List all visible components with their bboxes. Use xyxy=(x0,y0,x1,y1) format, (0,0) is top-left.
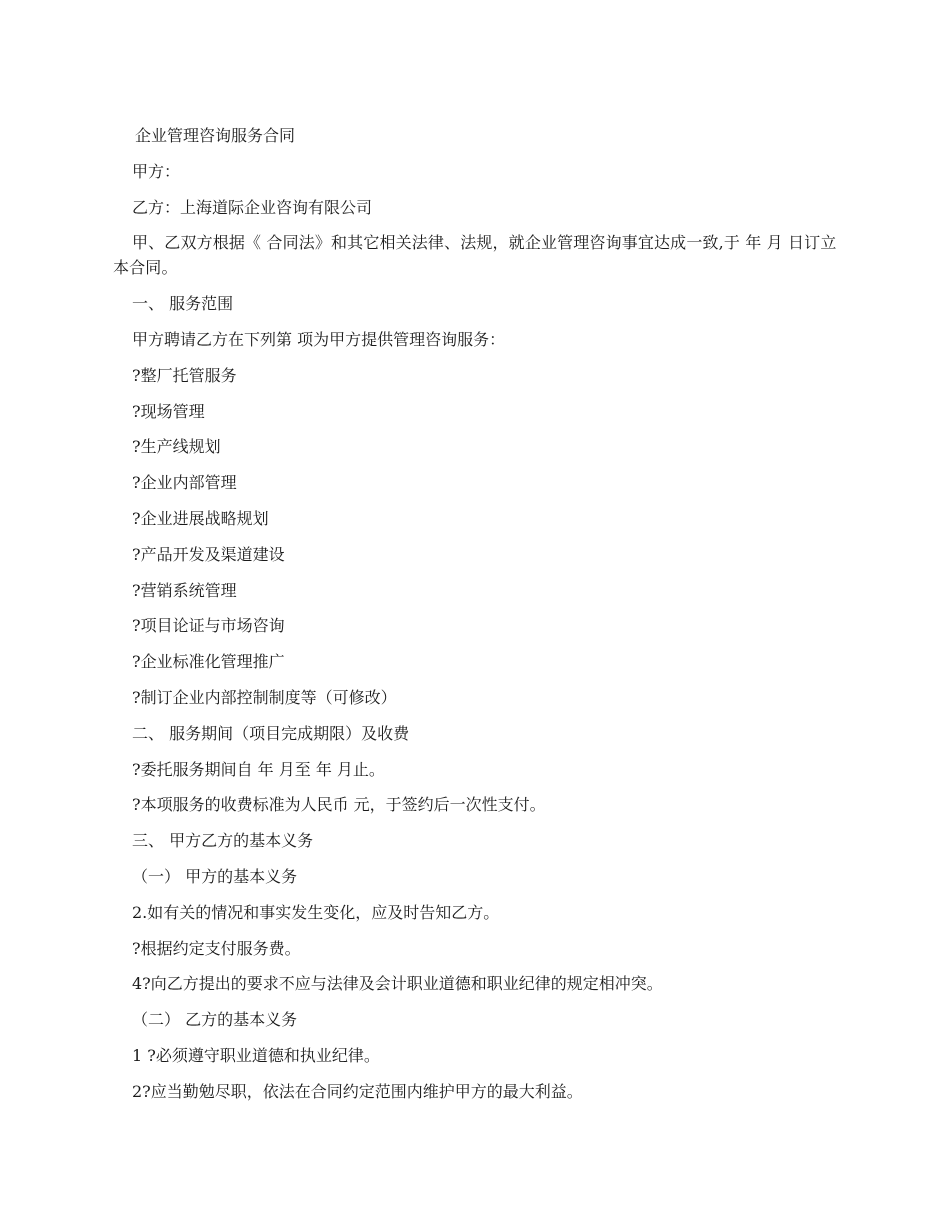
party-b-duty-item: 2?应当勤勉尽职，依法在合同约定范围内维护甲方的最大利益。 xyxy=(132,1081,583,1101)
party-b-line: 乙方：上海道际企业咨询有限公司 xyxy=(132,197,373,217)
party-a-duty-item: 2.如有关的情况和事实发生变化，应及时告知乙方。 xyxy=(132,902,500,922)
service-item: ?营销系统管理 xyxy=(132,580,237,600)
party-a-line: 甲方： xyxy=(132,161,181,181)
service-item: ?项目论证与市场咨询 xyxy=(132,616,285,636)
service-item: ?企业进展战略规划 xyxy=(132,508,269,528)
section-1-intro: 甲方聘请乙方在下列第 项为甲方提供管理咨询服务： xyxy=(132,329,506,349)
party-a-duties-heading: （一） 甲方的基本义务 xyxy=(132,866,298,886)
service-item: ?整厂托管服务 xyxy=(132,365,237,385)
section-2-heading: 二、 服务期间（项目完成期限）及收费 xyxy=(132,723,410,743)
service-item: ?现场管理 xyxy=(132,401,205,421)
party-b-duties-heading: （二） 乙方的基本义务 xyxy=(132,1010,298,1030)
service-item: ?产品开发及渠道建设 xyxy=(132,544,285,564)
document-title: 企业管理咨询服务合同 xyxy=(135,126,296,145)
section-1-heading: 一、 服务范围 xyxy=(132,294,234,314)
service-item: ?企业标准化管理推广 xyxy=(132,652,285,672)
party-b-duty-item: 1 ?必须遵守职业道德和执业纪律。 xyxy=(132,1045,380,1065)
section-2-item: ?委托服务期间自 年 月至 年 月止。 xyxy=(132,759,385,779)
section-3-heading: 三、 甲方乙方的基本义务 xyxy=(132,831,314,851)
service-item: ?制订企业内部控制制度等（可修改） xyxy=(132,687,397,707)
service-item: ?企业内部管理 xyxy=(132,473,237,493)
party-a-duty-item: ?根据约定支付服务费。 xyxy=(132,938,301,958)
party-a-duty-item: 4?向乙方提出的要求不应与法律及会计职业道德和职业纪律的规定相冲突。 xyxy=(132,974,663,994)
service-item: ?生产线规划 xyxy=(132,437,221,457)
intro-paragraph: 甲、乙双方根据《 合同法》和其它相关法律、法规，就企业管理咨询事宜达成一致,于 年 月 日订立本合同。 xyxy=(113,233,837,277)
document-body xyxy=(113,124,838,1116)
section-2-item: ?本项服务的收费标准为人民币 元，于签约后一次性支付。 xyxy=(132,795,546,815)
